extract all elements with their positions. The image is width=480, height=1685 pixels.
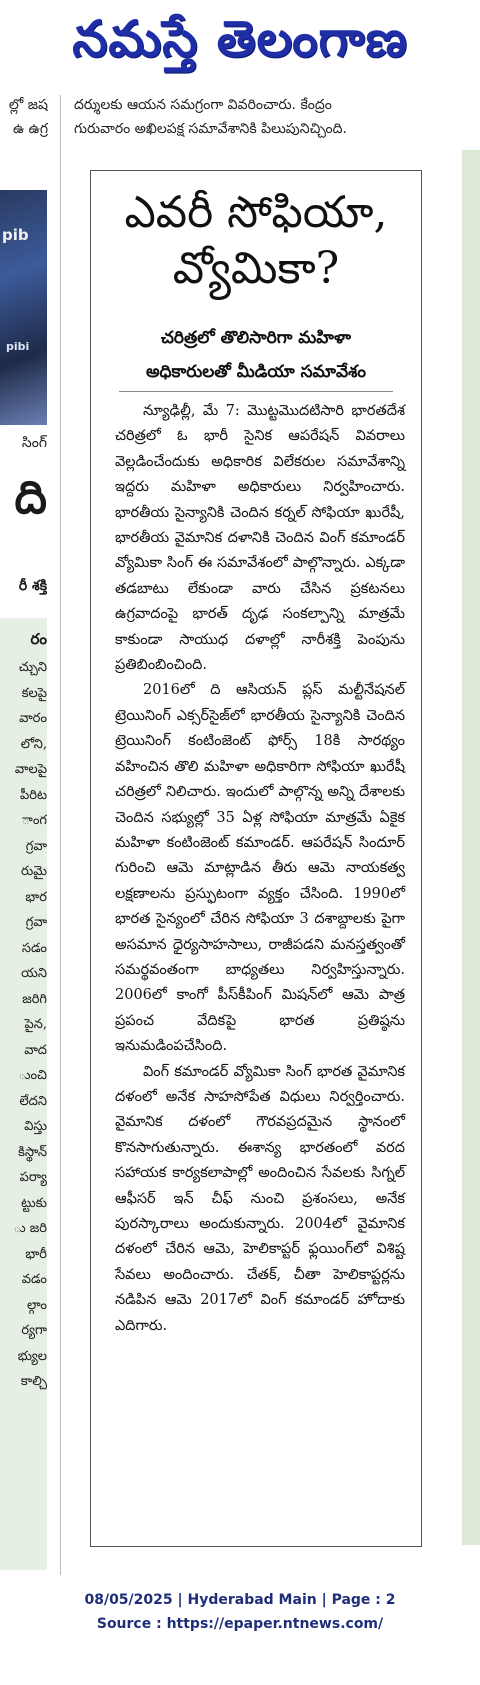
article-body (115, 399, 405, 1339)
left-body-line: సడం (21, 940, 47, 956)
left-body-line: వాలపై (14, 762, 47, 777)
article-title (91, 185, 421, 297)
left-body-line: కిస్థాన్ (18, 1144, 47, 1160)
top-right-line: గురువారం అఖిలపక్ష సమావేశానికి పిలుపునిచ్చింది. (74, 121, 347, 137)
left-body-line: భ్యుల (17, 1348, 47, 1364)
top-left-line: ల్లో జష (8, 97, 48, 113)
article-paragraph: న్యూఢిల్లీ, మే 7: మొట్టమొదటిసారి భారతదేశ చరిత్రలో ఓ భారీ సైనిక ఆపరేషన్ వివరాలు వెల్లడించేందుకు అధికారిక విలేకరుల సమావేశాన్ని ఇద్దరు మహిళా అధికారులు నిర్వహించారు. భారతీయ సైన్యానికి చెందిన కర్నల్ సోఫియా ఖురేషీ, భారతీయ వైమానిక దళానికి చెందిన వింగ్ కమాండర్ వ్యోమికా సింగ్ ఈ సమావేశంలో పాల్గొన్నారు. ఎక్కడా తడబాటు లేకుండా వారు చేసిన ప్రకటనలు ఉగ్రవాదంపై భారత్ దృఢ సంకల్పాన్ని మాత్రమే కాకుండా సాయుధ దళాల్లో నారీశక్తి పెంపును ప్రతిబింబించింది. (115, 403, 405, 674)
left-body-line: ాంగ (21, 813, 47, 828)
left-body-line: వారం (19, 711, 47, 726)
left-body-line: వాద (24, 1042, 47, 1058)
left-body-line: ర్యగా (21, 1323, 47, 1338)
left-body-line: పర్యా (19, 1170, 47, 1185)
left-body-line: భార (25, 889, 47, 905)
left-body-line: భారీ (25, 1246, 47, 1262)
left-body-line: లేదని (19, 1093, 47, 1109)
article-subtitle-line: అధికారులతో మీడియా సమావేశం (145, 362, 367, 382)
column-divider (60, 95, 61, 1575)
left-subheadline: రీ శక్తి (18, 578, 47, 594)
news-photo (0, 190, 47, 425)
newspaper-logo: నమస్తే తెలంగాణ (72, 9, 408, 68)
article-paragraph: 2016లో ది ఆసియన్ ప్లస్ మల్టీనేషనల్ ట్రెయినింగ్ ఎక్సర్‌సైజ్‌లో భారతీయ సైన్యానికి చెందిన ట్రెయినింగ్ కంటింజెంట్ ఫోర్స్ 18కి సారథ్యం వహించిన తొలి మహిళా అధికారిగా సోఫియా ఖురేషీ చరిత్రలో నిలిచారు. ఇందులో పాల్గొన్న అన్ని దేశాలకు చెందిన సభ్యుల్లో 35 ఏళ్ల సోఫియా మాత్రమే ఏకైక మహిళా కంటింజెంట్ కమాండర్. ఆపరేషన్ సిందూర్ గురించి ఆమె మాట్లాడిన తీరు ఆమె నాయకత్వ లక్షణాలను ప్రస్ఫుటంగా వ్యక్తం చేసింది. 1990లో భారత సైన్యంలో చేరిన సోఫియా 3 దశాబ్దాలకు పైగా అసమాన ధైర్యసాహసాలు, రాజీపడని మనస్తత్వంతో సమర్థవంతంగా బాధ్యతలు నిర్వహిస్తున్నారు. 2006లో కాంగో పీస్‌కీపింగ్ మిషన్‌లో ఆమె పాత్ర ప్రపంచ వేదికపై భారత ప్రతిష్ఠను ఇనుమడింపచేసింది. (115, 682, 405, 1055)
left-body-line: విస్తు (24, 1119, 47, 1134)
divider (119, 391, 393, 392)
left-body-line: గ్రవా (25, 838, 47, 854)
article-paragraph: వింగ్ కమాండర్ వ్యోమికా సింగ్ భారత వైమానిక దళంలో అనేక సాహసోపేత విధులు నిర్వర్తించారు. వైమానిక దళంలో గౌరవప్రదమైన స్థానంలో కొనసాగుతున్నారు. ఈశాన్య భారతంలో వరద సహాయక కార్యకలాపాల్లో అందించిన సేవలకు సిగ్నల్ ఆఫీసర్ ఇన్ చీఫ్ నుంచి ప్రశంసలు, అనేక పురస్కారాలు అందుకున్నారు. 2004లో వైమానిక దళంలో చేరిన ఆమె, హెలికాప్టర్ ఫ్లయింగ్‌లో విశిష్ట సేవలు అందించారు. చేతక్, చీతా హెలికాప్టర్లను నడిపిన ఆమె 2017లో వింగ్ కమాండర్ హోదాకు ఎదిగారు. (115, 1063, 405, 1334)
left-body-line: చ్చుని (18, 660, 47, 675)
left-body-line: వడం (21, 1272, 47, 1287)
left-body-line: ుంచి (18, 1068, 47, 1083)
photo-caption: సింగ్ (21, 435, 47, 451)
article-subtitle-line: చరిత్రలో తొలిసారిగా మహిళా (161, 328, 351, 348)
footer (0, 1588, 480, 1636)
left-body-line: పీరిట (20, 787, 47, 803)
article-title-line: ఎవరీ సోఫియా, (124, 187, 388, 238)
article-subtitle (91, 321, 421, 389)
article-title-line: వ్యోమికా? (172, 243, 340, 294)
left-body-line: జరిగి (22, 991, 47, 1007)
left-body-line: ట్టుకు (21, 1195, 47, 1211)
top-left-line: ఉ ఉగ్ర (13, 121, 48, 137)
left-column (0, 150, 47, 1570)
footer-date-line: 08/05/2025 | Hyderabad Main | Page : 2 (84, 1592, 396, 1608)
top-right-line: దర్శులకు ఆయన సమగ్రంగా వివరించారు. కేంద్రం (74, 97, 332, 113)
masthead (0, 0, 480, 90)
article-box (90, 170, 422, 1547)
left-body (0, 618, 47, 1570)
left-headline: ది (14, 470, 47, 524)
left-body-line: కలపై (21, 685, 47, 701)
left-body-line: రుమై (21, 864, 47, 879)
left-body-line: గ్రవా (25, 915, 47, 930)
left-section-heading: రం (30, 630, 47, 648)
left-body-line: లోని, (20, 736, 47, 752)
left-body-line: కాల్చి (20, 1374, 47, 1389)
left-body-line: ల్గాం (26, 1297, 47, 1313)
footer-source-line: Source : https://epaper.ntnews.com/ (96, 1616, 384, 1632)
right-edge-strip (462, 150, 480, 1545)
left-body-line: యని (21, 966, 47, 981)
left-body-line: పైన, (24, 1017, 47, 1032)
photo-logo-text: pib (2, 226, 29, 244)
photo-logo-text: pibi (6, 340, 30, 353)
left-body-line: ు జరి (13, 1221, 47, 1236)
top-strip (0, 95, 480, 147)
